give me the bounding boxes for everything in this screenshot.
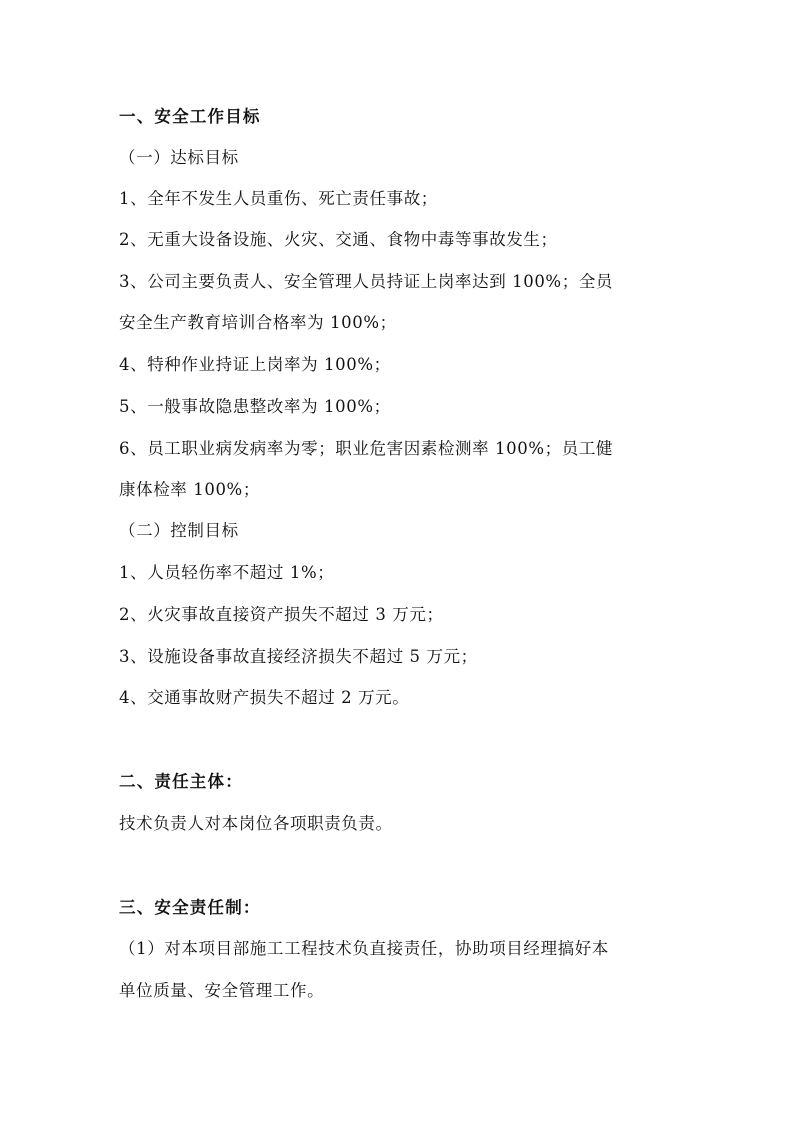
target-item-5: 5、一般事故隐患整改率为 100%； [119, 397, 391, 416]
section-2-heading: 二、责任主体： [119, 772, 243, 791]
section-3-body-line-2: 单位质量、安全管理工作。 [119, 981, 325, 1000]
target-item-3-line-2: 安全生产教育培训合格率为 100%； [119, 313, 397, 332]
target-item-6-line-1: 6、员工职业病发病率为零；职业危害因素检测率 100%；员工健 [119, 439, 614, 458]
subsection-2-heading: （二）控制目标 [119, 521, 239, 540]
subsection-1-heading: （一）达标目标 [119, 148, 239, 167]
section-3-heading: 三、安全责任制： [119, 898, 261, 917]
target-item-4: 4、特种作业持证上岗率为 100%； [119, 355, 391, 374]
control-item-1: 1、人员轻伤率不超过 1%； [119, 563, 335, 582]
section-3-body-line-1: （1）对本项目部施工工程技术负直接责任，协助项目经理搞好本 [119, 939, 609, 958]
control-item-2: 2、火灾事故直接资产损失不超过 3 万元； [119, 605, 444, 624]
section-1-heading: 一、安全工作目标 [119, 107, 261, 126]
target-item-6-line-2: 康体检率 100%； [119, 480, 260, 499]
control-item-3: 3、设施设备事故直接经济损失不超过 5 万元； [119, 647, 478, 666]
section-2-body: 技术负责人对本岗位各项职责负责。 [119, 814, 393, 833]
control-item-4: 4、交通事故财产损失不超过 2 万元。 [119, 688, 410, 707]
target-item-2: 2、无重大设备设施、火灾、交通、食物中毒等事故发生； [119, 230, 558, 249]
target-item-1: 1、全年不发生人员重伤、死亡责任事故； [119, 189, 438, 208]
target-item-3-line-1: 3、公司主要负责人、安全管理人员持证上岗率达到 100%；全员 [119, 272, 614, 291]
